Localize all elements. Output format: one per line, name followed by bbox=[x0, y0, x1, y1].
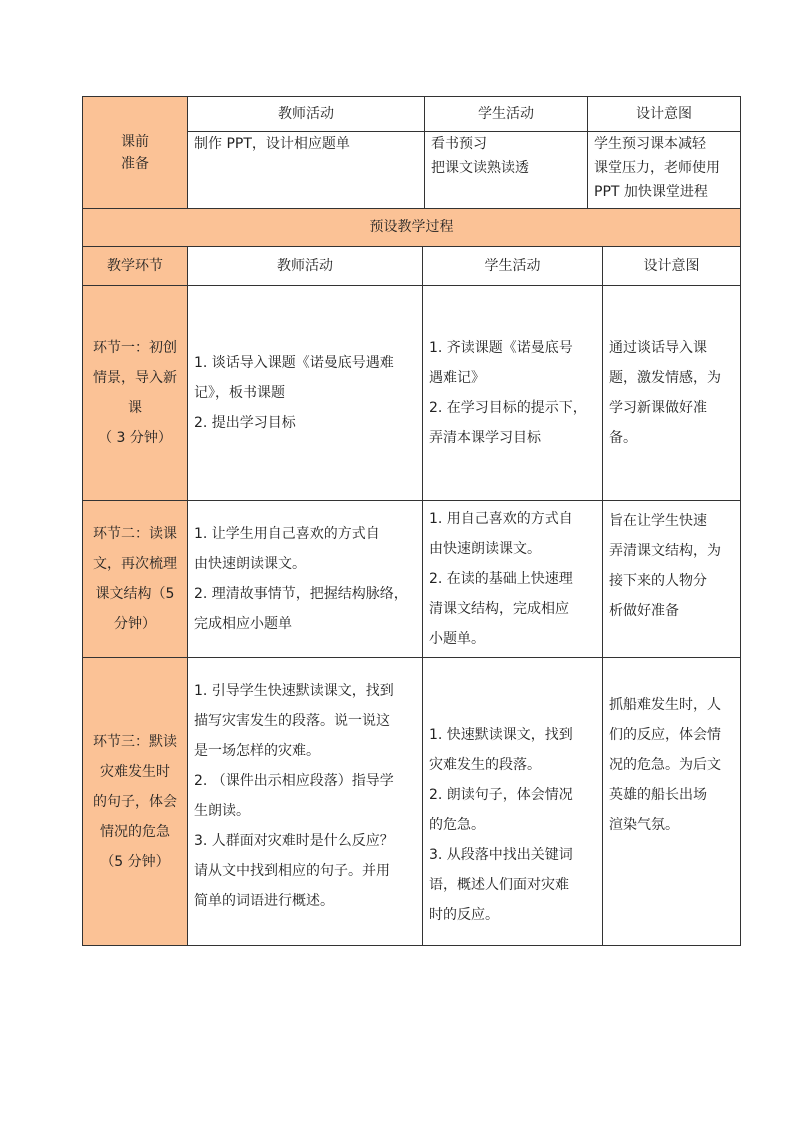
student-3 bbox=[423, 720, 602, 930]
student-line: 1. 齐读课题《诺曼底号 bbox=[429, 339, 573, 356]
intent-line: 析做好准备 bbox=[609, 603, 679, 619]
stage-3 bbox=[83, 657, 187, 946]
prep-intent-line: 学生预习课本减轻 bbox=[594, 136, 706, 152]
header-teacher: 教师活动 bbox=[277, 257, 333, 274]
student-2 bbox=[423, 500, 602, 657]
student-line: 时的反应。 bbox=[429, 907, 499, 923]
teacher-line: 完成相应小题单 bbox=[194, 615, 292, 632]
intent-line: 渲染气氛。 bbox=[609, 817, 679, 833]
prep-student bbox=[425, 132, 587, 180]
stage-line: 环节一：初创 bbox=[93, 339, 177, 356]
teacher-2 bbox=[188, 500, 422, 657]
teacher-line: 3. 人群面对灾难时是什么反应？ bbox=[194, 833, 394, 849]
student-line: 弄清本课学习目标 bbox=[429, 429, 541, 446]
stage-line: 的句子，体会 bbox=[93, 793, 177, 810]
teacher-line: 由快速朗读课文。 bbox=[194, 555, 306, 572]
stage-line: 分钟） bbox=[114, 615, 156, 632]
stage-line: 文，再次梳理 bbox=[93, 555, 177, 572]
student-line: 灾难发生的段落。 bbox=[429, 757, 541, 773]
intent-line: 们的反应，体会情 bbox=[609, 727, 721, 743]
teacher-line: 描写灾害发生的段落。说一说这 bbox=[194, 713, 390, 729]
student-1 bbox=[423, 285, 602, 500]
header-stage: 教学环节 bbox=[107, 257, 163, 274]
stage-line: 课文结构（5 bbox=[95, 585, 175, 602]
prep-intent bbox=[588, 132, 740, 204]
teacher-line: 是一场怎样的灾难。 bbox=[194, 743, 320, 759]
student-line: 2. 朗读句子，体会情况 bbox=[429, 787, 573, 803]
teacher-1 bbox=[188, 285, 422, 500]
intent-line: 况的危急。为后文 bbox=[609, 757, 721, 773]
v-line bbox=[740, 96, 741, 946]
teacher-line: 1. 让学生用自己喜欢的方式自 bbox=[194, 525, 380, 542]
stage-line: 环节二：读课 bbox=[93, 525, 177, 542]
stage-line: 情景，导入新 bbox=[93, 369, 177, 386]
intent-line: 备。 bbox=[609, 429, 637, 446]
stage-line: 情况的危急 bbox=[100, 823, 170, 840]
teacher-line: 记》，板书课题 bbox=[194, 384, 285, 401]
prep-student-line: 把课文读熟读透 bbox=[431, 160, 529, 176]
stage-line: 环节三：默读 bbox=[93, 733, 177, 750]
prep-intent-line: PPT 加快课堂进程 bbox=[594, 184, 708, 200]
teacher-line: 1. 引导学生快速默读课文，找到 bbox=[194, 683, 394, 699]
prep-student-line: 看书预习 bbox=[431, 136, 487, 152]
prep-intent-line: 课堂压力，老师使用 bbox=[594, 160, 720, 176]
student-line: 由快速朗读课文。 bbox=[429, 540, 541, 557]
teacher-line: 2. 提出学习目标 bbox=[194, 414, 296, 431]
teacher-line: 请从文中找到相应的句子。并用 bbox=[194, 863, 390, 879]
intent-line: 通过谈话导入课 bbox=[609, 339, 707, 356]
student-line: 2. 在读的基础上快速理 bbox=[429, 570, 573, 587]
prep-header-student: 学生活动 bbox=[478, 106, 534, 122]
stage-2 bbox=[83, 500, 187, 657]
student-line: 语，概述人们面对灾难 bbox=[429, 877, 569, 893]
teacher-line: 2. 理清故事情节，把握结构脉络， bbox=[194, 585, 408, 602]
stage-line: 课 bbox=[128, 399, 142, 416]
intent-line: 接下来的人物分 bbox=[609, 573, 707, 589]
student-line: 遇难记》 bbox=[429, 369, 485, 386]
student-line: 2. 在学习目标的提示下， bbox=[429, 399, 587, 416]
prep-header-teacher: 教师活动 bbox=[278, 106, 334, 122]
prep-label: 课前 准备 bbox=[121, 133, 149, 172]
header-student: 学生活动 bbox=[484, 257, 541, 274]
intent-1 bbox=[603, 285, 740, 500]
teacher-line: 2. （课件出示相应段落）指导学 bbox=[194, 773, 394, 789]
intent-2 bbox=[603, 500, 740, 657]
student-line: 清课文结构，完成相应 bbox=[429, 600, 569, 617]
student-line: 3. 从段落中找出关键词 bbox=[429, 847, 573, 863]
intent-3 bbox=[603, 690, 740, 840]
teacher-line: 简单的词语进行概述。 bbox=[194, 893, 334, 909]
stage-line: 灾难发生时 bbox=[100, 763, 170, 780]
student-line: 1. 用自己喜欢的方式自 bbox=[429, 510, 573, 527]
intent-line: 旨在让学生快速 bbox=[609, 513, 707, 529]
teacher-3 bbox=[188, 676, 422, 916]
header-intent: 设计意图 bbox=[643, 257, 700, 274]
teacher-line: 1. 谈话导入课题《诺曼底号遇难 bbox=[194, 354, 394, 371]
intent-line: 抓船难发生时，人 bbox=[609, 697, 721, 713]
stage-line: （ 3 分钟） bbox=[98, 429, 172, 446]
intent-line: 英雄的船长出场 bbox=[609, 787, 707, 803]
student-line: 的危急。 bbox=[429, 817, 485, 833]
prep-header-intent: 设计意图 bbox=[636, 106, 692, 122]
stage-line: （5 分钟） bbox=[100, 853, 170, 870]
intent-line: 学习新课做好准 bbox=[609, 399, 707, 416]
process-title: 预设教学过程 bbox=[369, 219, 454, 235]
intent-line: 弄清课文结构，为 bbox=[609, 543, 721, 559]
student-line: 小题单。 bbox=[429, 630, 485, 647]
prep-teacher: 制作 PPT，设计相应题单 bbox=[194, 136, 350, 152]
intent-line: 题，激发情感，为 bbox=[609, 369, 721, 386]
teacher-line: 生朗读。 bbox=[194, 803, 250, 819]
stage-1 bbox=[83, 285, 187, 500]
student-line: 1. 快速默读课文，找到 bbox=[429, 727, 573, 743]
